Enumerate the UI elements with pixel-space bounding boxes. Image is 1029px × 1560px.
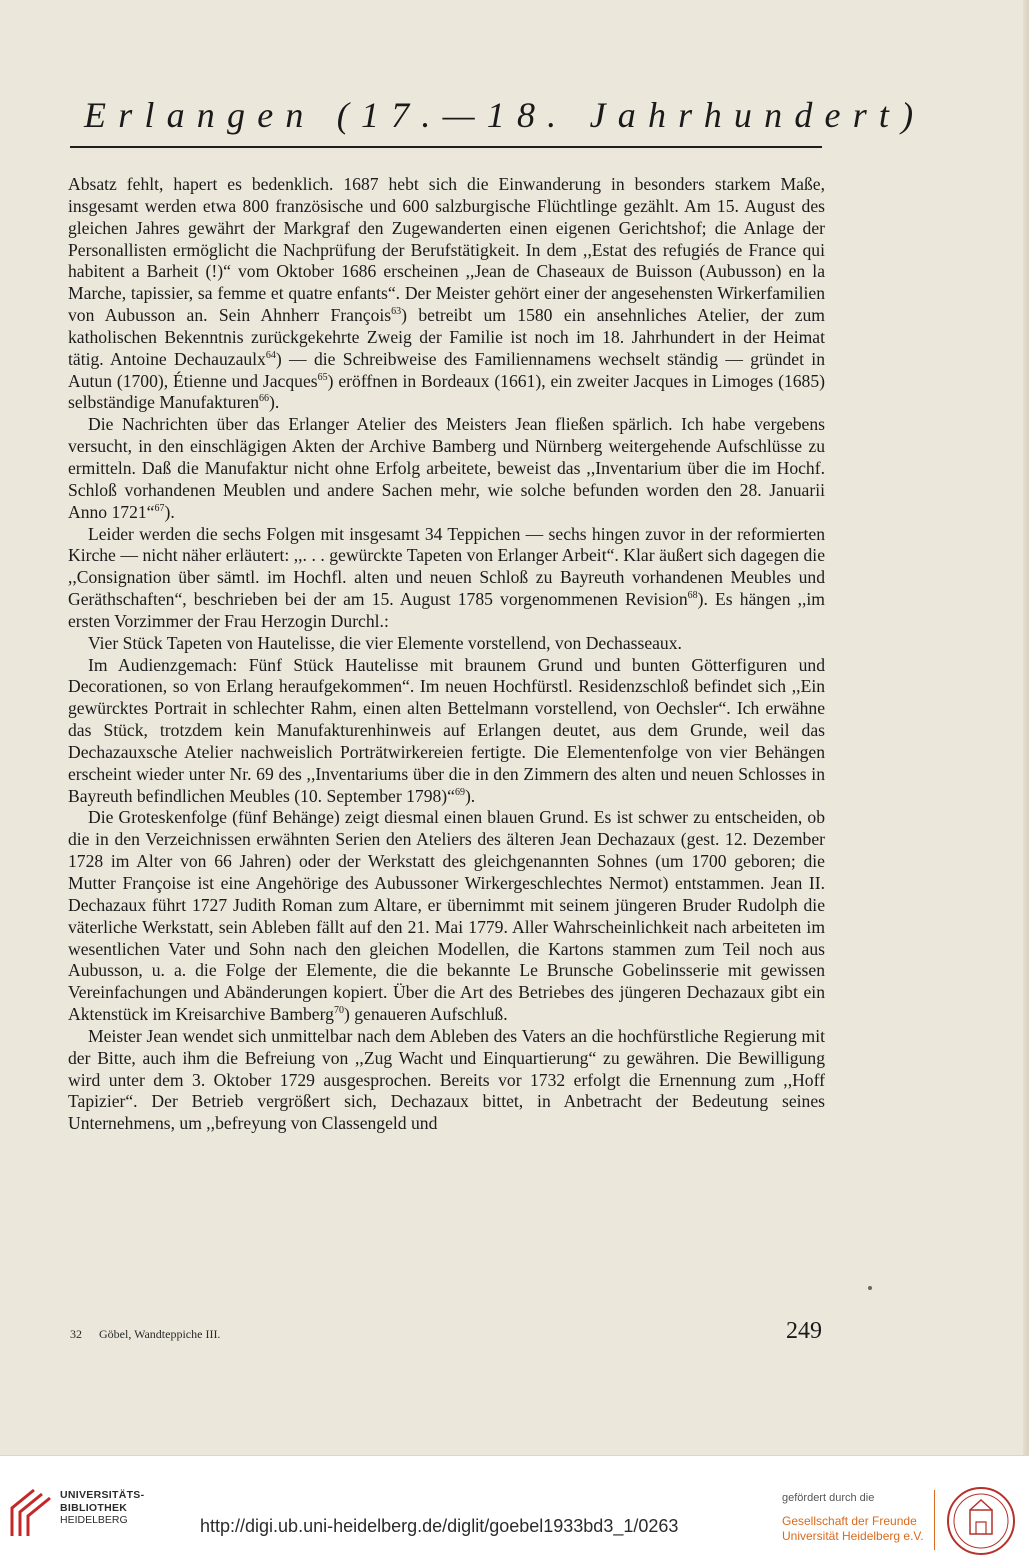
footnote-marker: 70 [333, 1005, 344, 1017]
footnote-marker: 69 [454, 786, 465, 798]
footnote-marker: 68 [687, 590, 698, 602]
scan-speck [868, 1286, 872, 1290]
scan-edge [1023, 0, 1029, 1455]
paragraph-text: Meister Jean wendet sich unmittelbar nach dem Ableben des Vaters an die hochfürstliche Regierung mit der Bitte, auch ihm die Befreiung von ,,Zug Wacht und Einquartierung“ zu gewähren. Die Bewilligung wird unter dem 3. Oktober 1729 ausgesprochen. Bereits vor 1732 erfolgt die Ernennung zum ,,Hoff Tapizier“. Der Betrieb vergrößert sich, Dechazaux bittet, in Anbetracht der Bedeutung seines Unternehmens, um ,,befreyung von Classengeld und [68, 1025, 825, 1134]
paragraph-text: Im Audienzgemach: Fünf Stück Hautelisse mit braunem Grund und bunten Götterfiguren und Decorationen, so von Erlang heraufgekommen“. Im neuen Hochfürstl. Residenzschloß befindet sich ,,Ein gewürcktes Portrait in schlechter Rahm, einen alten Bettelmann vorstellend, von Oechsler“. Ich erwähne das Stück, trotzdem kein Manufakturenhinweis auf Erlangen deutet, aus dem Grunde, weil das Dechazauxsche Atelier nachweislich Porträtwirkereien fertigte. Die Elementenfolge von vier Behängen erscheint wieder unter Nr. 69 des ,,Inventariums über die in den Zimmern des alten und neuen Schlosses in Bayreuth befindlichen Meubles (10. September 1798)“ [68, 654, 825, 806]
sponsor-name-line: Gesellschaft der Freunde [782, 1514, 917, 1528]
body-paragraph [68, 1026, 825, 1135]
library-name-line: HEIDELBERG [60, 1514, 128, 1526]
university-seal-icon [946, 1486, 1016, 1556]
footnote-marker: 65 [317, 371, 328, 383]
body-paragraph [68, 655, 825, 808]
body-paragraph [68, 524, 825, 633]
sponsor-label: gefördert durch die [782, 1492, 875, 1504]
sponsor-divider [934, 1490, 935, 1550]
footnote-marker: 66 [259, 393, 270, 405]
footnote-marker: 63 [391, 306, 402, 318]
paragraph-text: ) — die Schreibweise des Familiennamens wechselt ständig — gründet in Autun (1700), Étienne und Jacques [68, 348, 825, 391]
paragraph-text: ) genaueren Aufschluß. [343, 1004, 508, 1025]
paragraph-text: Leider werden die sechs Folgen mit insgesamt 34 Teppichen — sechs hingen zuvor in der reformierten Kirche — nicht näher erläutert: ,,. . . gewürckte Tapeten von Erlanger Arbeit“. Klar äußert sich dagegen die ,,Consignation über sämtl. im Hochfl. alten und neuen Schloß zu Bayreuth vorhandenen Meubles und Geräthschaften“, beschrieben bei der am 15. August 1785 vorgenommenen Revision [68, 523, 825, 610]
signature-mark: 32 [70, 1327, 82, 1341]
library-name-line: UNIVERSITÄTS- [60, 1489, 145, 1501]
paragraph-text: Die Groteskenfolge (fünf Behänge) zeigt diesmal einen blauen Grund. Es ist schwer zu entscheiden, ob die in den Verzeichnissen erwähnten Serien den Ateliers des älteren Jean Dechazaux (gest. 12. Dezember 1728 im Alter von 66 Jahren) oder der Werkstatt des gleichgenannten Sohnes (um 1700 geboren; die Mutter Françoise ist eine Angehörige des Aubussoner Wirkergeschlechtes Nermot) entstammen. Jean II. Dechazaux führt 1727 Judith Roman zum Altare, er übernimmt mit seinem jüngeren Bruder Rudolph die väterliche Werkstatt, sein Ableben fällt auf den 21. Mai 1779. Aller Wahrscheinlichkeit nach arbeiteten im wesentlichen Vater und Sohn nach den gleichen Modellen, die Kartons stammen zum Teil noch aus Aubusson, u. a. die Folge der Elemente, die die bekannte Le Brunsche Gobelinsserie mit gewissen Vereinfachungen und Abänderungen kopiert. Über die Art des Betriebes des jüngeren Dechazaux gibt ein Aktenstück im Kreisarchive Bamberg [68, 807, 825, 1025]
body-text [68, 174, 825, 1135]
running-header [70, 88, 926, 148]
signature-work-title: Göbel, Wandteppiche III. [99, 1327, 221, 1341]
sponsor-name[interactable] [782, 1514, 932, 1544]
paragraph-text: ) betreibt um 1580 ein ansehnliches Atelier, der zum katholischen Bekenntnis zurückgekehrte Zweig der Familie ist noch im 18. Jahrhundert in der Heimat tätig. Antoine Dechauzaulx [68, 305, 825, 369]
paragraph-text: Absatz fehlt, hapert es bedenklich. 1687 hebt sich die Einwanderung in besonders starkem Maße, insgesamt werden etwa 800 französische und 600 salzburgische Flüchtlinge gezählt. Am 15. August des gleichen Jahres gewährt der Markgraf den Zugewanderten einen eigenen Gerichtshof; die Anlage der Personallisten ermöglicht die Nachprüfung der Berufstätigkeit. In dem ,,Estat des refugiés de France qui habitent a Barheit (!)“ vom Oktober 1686 erscheinen ,,Jean de Chaseaux de Buisson (Aubusson) en la Marche, tapissier, sa femme et quatre enfants“. Der Meister gehört einer der angesehensten Wirkerfamilien von Aubusson an. Sein Ahnherr François [68, 174, 825, 326]
paragraph-text: ). [464, 785, 476, 806]
body-paragraph [68, 174, 825, 414]
paragraph-text: ). [164, 501, 175, 522]
footnote-marker: 64 [265, 349, 276, 361]
body-paragraph [68, 807, 825, 1025]
printer-signature [70, 1327, 220, 1342]
body-paragraph [68, 633, 825, 655]
permalink-url[interactable]: http://digi.ub.uni-heidelberg.de/diglit/goebel1933bd3_1/0263 [200, 1516, 679, 1536]
paragraph-text: ). [269, 392, 280, 413]
header-rule [70, 146, 822, 148]
sponsor-name-line: Universität Heidelberg e.V. [782, 1529, 924, 1543]
library-name[interactable] [60, 1489, 150, 1527]
paragraph-text: Vier Stück Tapeten von Hautelisse, die vier Elemente vorstellend, von Dechasseaux. [88, 632, 682, 653]
paragraph-text: ) eröffnen in Bordeaux (1661), ein zweiter Jacques in Limoges (1685) selbständige Manufakturen [68, 370, 825, 413]
page-number: 249 [786, 1318, 822, 1344]
footnote-marker: 67 [154, 502, 165, 514]
paragraph-text: Die Nachrichten über das Erlanger Atelier des Meisters Jean fließen spärlich. Ich habe vergebens versucht, in den einschlägigen Akten der Archive Bamberg und Nürnberg weitergehende Aufschlüsse zu ermitteln. Daß die Manufaktur nicht ohne Erfolg arbeitete, beweist das ,,Inventarium über die im Hochf. Schloß vorhandenen Meublen und andere Sachen mehr, wie solche befunden worden den 28. Januarii Anno 1721“ [68, 414, 825, 522]
paragraph-text: ). Es hängen ,,im ersten Vorzimmer der Frau Herzogin Durchl.: [68, 589, 825, 631]
body-paragraph [68, 414, 825, 523]
library-logo-icon[interactable] [8, 1486, 54, 1540]
digitization-footer [0, 1455, 1029, 1560]
library-name-line: BIBLIOTHEK [60, 1501, 128, 1514]
page-title: Erlangen (17.—18. Jahrhundert) [84, 95, 926, 135]
